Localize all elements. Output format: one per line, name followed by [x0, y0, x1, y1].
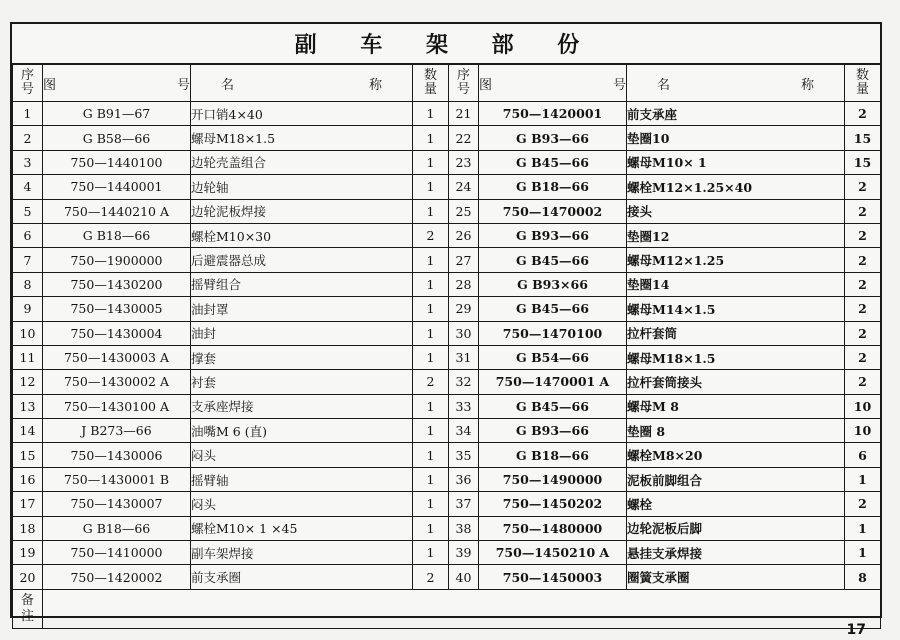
cell-name-right: 拉杆套筒接头	[627, 370, 845, 394]
cell-code-right: G B45—66	[479, 297, 627, 321]
table-row	[13, 297, 881, 321]
cell-seq-left: 7	[13, 248, 43, 272]
table-row	[13, 199, 881, 223]
cell-seq-right: 37	[449, 492, 479, 516]
cell-name-left: 副车架焊接	[191, 541, 413, 565]
header-name-right: 名 称	[627, 65, 845, 102]
cell-qty-left: 1	[413, 248, 449, 272]
cell-qty-left: 1	[413, 126, 449, 150]
cell-code-left: G B91—67	[43, 102, 191, 126]
table-row	[13, 370, 881, 394]
cell-seq-right: 29	[449, 297, 479, 321]
cell-qty-left: 1	[413, 345, 449, 369]
cell-qty-left: 1	[413, 516, 449, 540]
cell-code-left: 750—1430006	[43, 443, 191, 467]
parts-rows	[13, 102, 881, 590]
header-seq-left-line1: 序	[20, 68, 34, 83]
cell-seq-right: 30	[449, 321, 479, 345]
table-row	[13, 175, 881, 199]
cell-code-right: 750—1470001 A	[479, 370, 627, 394]
cell-code-left: 750—1420002	[43, 565, 191, 589]
cell-code-right: G B18—66	[479, 443, 627, 467]
cell-name-right: 螺母M 8	[627, 394, 845, 418]
cell-name-right: 垫圈10	[627, 126, 845, 150]
table-row	[13, 248, 881, 272]
cell-code-left: 750—1440001	[43, 175, 191, 199]
cell-code-left: 750—1900000	[43, 248, 191, 272]
table-row	[13, 443, 881, 467]
cell-name-left: 闷头	[191, 492, 413, 516]
cell-qty-right: 8	[845, 565, 881, 589]
cell-qty-left: 1	[413, 175, 449, 199]
table-row	[13, 467, 881, 491]
header-seq-right-line1: 序	[456, 68, 470, 83]
cell-name-left: 闷头	[191, 443, 413, 467]
cell-name-left: 油封罩	[191, 297, 413, 321]
cell-seq-right: 34	[449, 419, 479, 443]
cell-seq-left: 17	[13, 492, 43, 516]
table-row	[13, 126, 881, 150]
cell-seq-left: 6	[13, 223, 43, 247]
cell-name-right: 接头	[627, 199, 845, 223]
page-number: 17	[846, 622, 866, 638]
remarks-label-line1: 备	[20, 592, 34, 608]
cell-seq-left: 14	[13, 419, 43, 443]
cell-name-right: 垫圈14	[627, 272, 845, 296]
cell-seq-right: 21	[449, 102, 479, 126]
cell-name-left: 衬套	[191, 370, 413, 394]
cell-code-left: 750—1430007	[43, 492, 191, 516]
cell-qty-right: 1	[845, 467, 881, 491]
header-qty-left-line2: 量	[423, 82, 437, 97]
cell-seq-right: 31	[449, 345, 479, 369]
header-row	[13, 65, 881, 102]
cell-code-right: 750—1450202	[479, 492, 627, 516]
cell-name-left: 螺栓M10×30	[191, 223, 413, 247]
cell-name-left: 油嘴M 6 (直)	[191, 419, 413, 443]
cell-code-left: 750—1430100 A	[43, 394, 191, 418]
cell-name-left: 支承座焊接	[191, 394, 413, 418]
cell-name-left: 摇臂轴	[191, 467, 413, 491]
cell-qty-right: 2	[845, 492, 881, 516]
cell-qty-left: 2	[413, 223, 449, 247]
table-row	[13, 419, 881, 443]
header-code-right: 图 号	[479, 65, 627, 102]
cell-qty-left: 1	[413, 321, 449, 345]
cell-name-left: 边轮壳盖组合	[191, 150, 413, 174]
cell-seq-left: 11	[13, 345, 43, 369]
cell-name-right: 垫圈 8	[627, 419, 845, 443]
cell-name-right: 前支承座	[627, 102, 845, 126]
cell-qty-left: 1	[413, 419, 449, 443]
cell-name-left: 前支承圈	[191, 565, 413, 589]
table-row	[13, 516, 881, 540]
table-row	[13, 102, 881, 126]
cell-name-left: 油封	[191, 321, 413, 345]
cell-qty-right: 6	[845, 443, 881, 467]
cell-seq-right: 24	[449, 175, 479, 199]
cell-qty-left: 1	[413, 541, 449, 565]
cell-qty-left: 1	[413, 150, 449, 174]
cell-name-right: 螺栓	[627, 492, 845, 516]
cell-name-right: 螺栓M12×1.25×40	[627, 175, 845, 199]
cell-seq-left: 2	[13, 126, 43, 150]
cell-code-right: G B93×66	[479, 272, 627, 296]
cell-name-right: 螺母M10× 1	[627, 150, 845, 174]
cell-code-right: G B45—66	[479, 248, 627, 272]
cell-seq-left: 18	[13, 516, 43, 540]
cell-name-left: 开口销4×40	[191, 102, 413, 126]
cell-qty-right: 15	[845, 150, 881, 174]
header-qty-right	[845, 65, 881, 102]
cell-code-left: 750—1430004	[43, 321, 191, 345]
cell-qty-right: 2	[845, 248, 881, 272]
cell-name-right: 拉杆套筒	[627, 321, 845, 345]
cell-seq-right: 23	[449, 150, 479, 174]
cell-seq-left: 15	[13, 443, 43, 467]
cell-name-left: 撑套	[191, 345, 413, 369]
cell-seq-left: 19	[13, 541, 43, 565]
cell-seq-left: 4	[13, 175, 43, 199]
cell-name-left: 边轮泥板焊接	[191, 199, 413, 223]
table-row	[13, 223, 881, 247]
cell-code-left: 750—1430002 A	[43, 370, 191, 394]
table-row	[13, 541, 881, 565]
cell-qty-right: 10	[845, 394, 881, 418]
table-row	[13, 492, 881, 516]
header-seq-right-line2: 号	[456, 82, 470, 97]
table-row	[13, 321, 881, 345]
cell-seq-right: 26	[449, 223, 479, 247]
cell-name-right: 边轮泥板后脚	[627, 516, 845, 540]
cell-code-right: G B93—66	[479, 223, 627, 247]
parts-sheet	[10, 22, 882, 624]
cell-qty-left: 1	[413, 199, 449, 223]
cell-qty-left: 1	[413, 443, 449, 467]
cell-seq-right: 32	[449, 370, 479, 394]
cell-name-left: 摇臂组合	[191, 272, 413, 296]
cell-qty-right: 2	[845, 321, 881, 345]
cell-code-left: 750—1440210 A	[43, 199, 191, 223]
cell-qty-left: 2	[413, 565, 449, 589]
cell-qty-left: 2	[413, 370, 449, 394]
cell-code-right: 750—1480000	[479, 516, 627, 540]
cell-code-right: G B45—66	[479, 150, 627, 174]
cell-seq-left: 20	[13, 565, 43, 589]
header-seq-right	[449, 65, 479, 102]
cell-code-left: 750—1430003 A	[43, 345, 191, 369]
cell-code-left: 750—1430005	[43, 297, 191, 321]
cell-name-right: 泥板前脚组合	[627, 467, 845, 491]
cell-name-right: 螺栓M8×20	[627, 443, 845, 467]
header-qty-left	[413, 65, 449, 102]
cell-code-left: G B18—66	[43, 223, 191, 247]
cell-code-left: 750—1430001 B	[43, 467, 191, 491]
cell-seq-right: 25	[449, 199, 479, 223]
cell-qty-right: 10	[845, 419, 881, 443]
cell-seq-right: 27	[449, 248, 479, 272]
cell-seq-left: 1	[13, 102, 43, 126]
cell-seq-right: 39	[449, 541, 479, 565]
cell-seq-right: 40	[449, 565, 479, 589]
cell-qty-left: 1	[413, 297, 449, 321]
cell-name-right: 悬挂支承焊接	[627, 541, 845, 565]
table-row	[13, 394, 881, 418]
cell-seq-right: 38	[449, 516, 479, 540]
parts-table	[12, 64, 881, 629]
cell-code-right: 750—1450003	[479, 565, 627, 589]
table-row	[13, 345, 881, 369]
cell-seq-right: 36	[449, 467, 479, 491]
cell-code-left: G B58—66	[43, 126, 191, 150]
cell-seq-left: 10	[13, 321, 43, 345]
cell-seq-left: 13	[13, 394, 43, 418]
cell-seq-left: 12	[13, 370, 43, 394]
cell-seq-right: 28	[449, 272, 479, 296]
cell-name-left: 边轮轴	[191, 175, 413, 199]
cell-code-right: 750—1490000	[479, 467, 627, 491]
cell-qty-right: 1	[845, 516, 881, 540]
remarks-content	[43, 589, 881, 628]
table-row	[13, 150, 881, 174]
cell-code-left: 750—1430200	[43, 272, 191, 296]
remarks-label	[13, 589, 43, 628]
header-qty-right-line2: 量	[855, 82, 869, 97]
cell-code-right: G B18—66	[479, 175, 627, 199]
table-row	[13, 272, 881, 296]
cell-qty-right: 2	[845, 370, 881, 394]
cell-seq-right: 35	[449, 443, 479, 467]
cell-seq-left: 8	[13, 272, 43, 296]
cell-seq-left: 5	[13, 199, 43, 223]
page-title: 副 车 架 部 份	[12, 24, 880, 64]
cell-qty-left: 1	[413, 467, 449, 491]
cell-qty-right: 15	[845, 126, 881, 150]
cell-code-right: G B54—66	[479, 345, 627, 369]
cell-qty-right: 1	[845, 541, 881, 565]
cell-code-right: 750—1470002	[479, 199, 627, 223]
cell-name-right: 圈簧支承圈	[627, 565, 845, 589]
cell-code-right: G B93—66	[479, 126, 627, 150]
cell-qty-right: 2	[845, 175, 881, 199]
header-seq-left-line2: 号	[20, 82, 34, 97]
cell-qty-right: 2	[845, 272, 881, 296]
header-qty-left-line1: 数	[423, 68, 437, 83]
cell-seq-right: 33	[449, 394, 479, 418]
cell-qty-right: 2	[845, 345, 881, 369]
cell-code-left: 750—1410000	[43, 541, 191, 565]
cell-code-right: 750—1450210 A	[479, 541, 627, 565]
cell-code-left: J B273—66	[43, 419, 191, 443]
remarks-label-line2: 注	[20, 608, 34, 624]
cell-seq-left: 16	[13, 467, 43, 491]
cell-seq-left: 3	[13, 150, 43, 174]
cell-name-left: 螺栓M10× 1 ×45	[191, 516, 413, 540]
cell-code-left: 750—1440100	[43, 150, 191, 174]
cell-seq-right: 22	[449, 126, 479, 150]
cell-qty-left: 1	[413, 394, 449, 418]
cell-name-right: 垫圈12	[627, 223, 845, 247]
cell-name-right: 螺母M18×1.5	[627, 345, 845, 369]
remarks-row	[13, 589, 881, 628]
header-name-left: 名 称	[191, 65, 413, 102]
cell-qty-right: 2	[845, 297, 881, 321]
cell-qty-right: 2	[845, 223, 881, 247]
header-code-left: 图 号	[43, 65, 191, 102]
cell-qty-left: 1	[413, 272, 449, 296]
cell-code-right: G B45—66	[479, 394, 627, 418]
cell-name-right: 螺母M14×1.5	[627, 297, 845, 321]
cell-seq-left: 9	[13, 297, 43, 321]
header-qty-right-line1: 数	[855, 68, 869, 83]
cell-name-left: 螺母M18×1.5	[191, 126, 413, 150]
cell-qty-left: 1	[413, 102, 449, 126]
cell-code-left: G B18—66	[43, 516, 191, 540]
cell-code-right: 750—1470100	[479, 321, 627, 345]
cell-qty-right: 2	[845, 102, 881, 126]
cell-name-left: 后避震器总成	[191, 248, 413, 272]
cell-code-right: 750—1420001	[479, 102, 627, 126]
cell-name-right: 螺母M12×1.25	[627, 248, 845, 272]
table-row	[13, 565, 881, 589]
cell-code-right: G B93—66	[479, 419, 627, 443]
cell-qty-left: 1	[413, 492, 449, 516]
cell-qty-right: 2	[845, 199, 881, 223]
header-seq-left	[13, 65, 43, 102]
